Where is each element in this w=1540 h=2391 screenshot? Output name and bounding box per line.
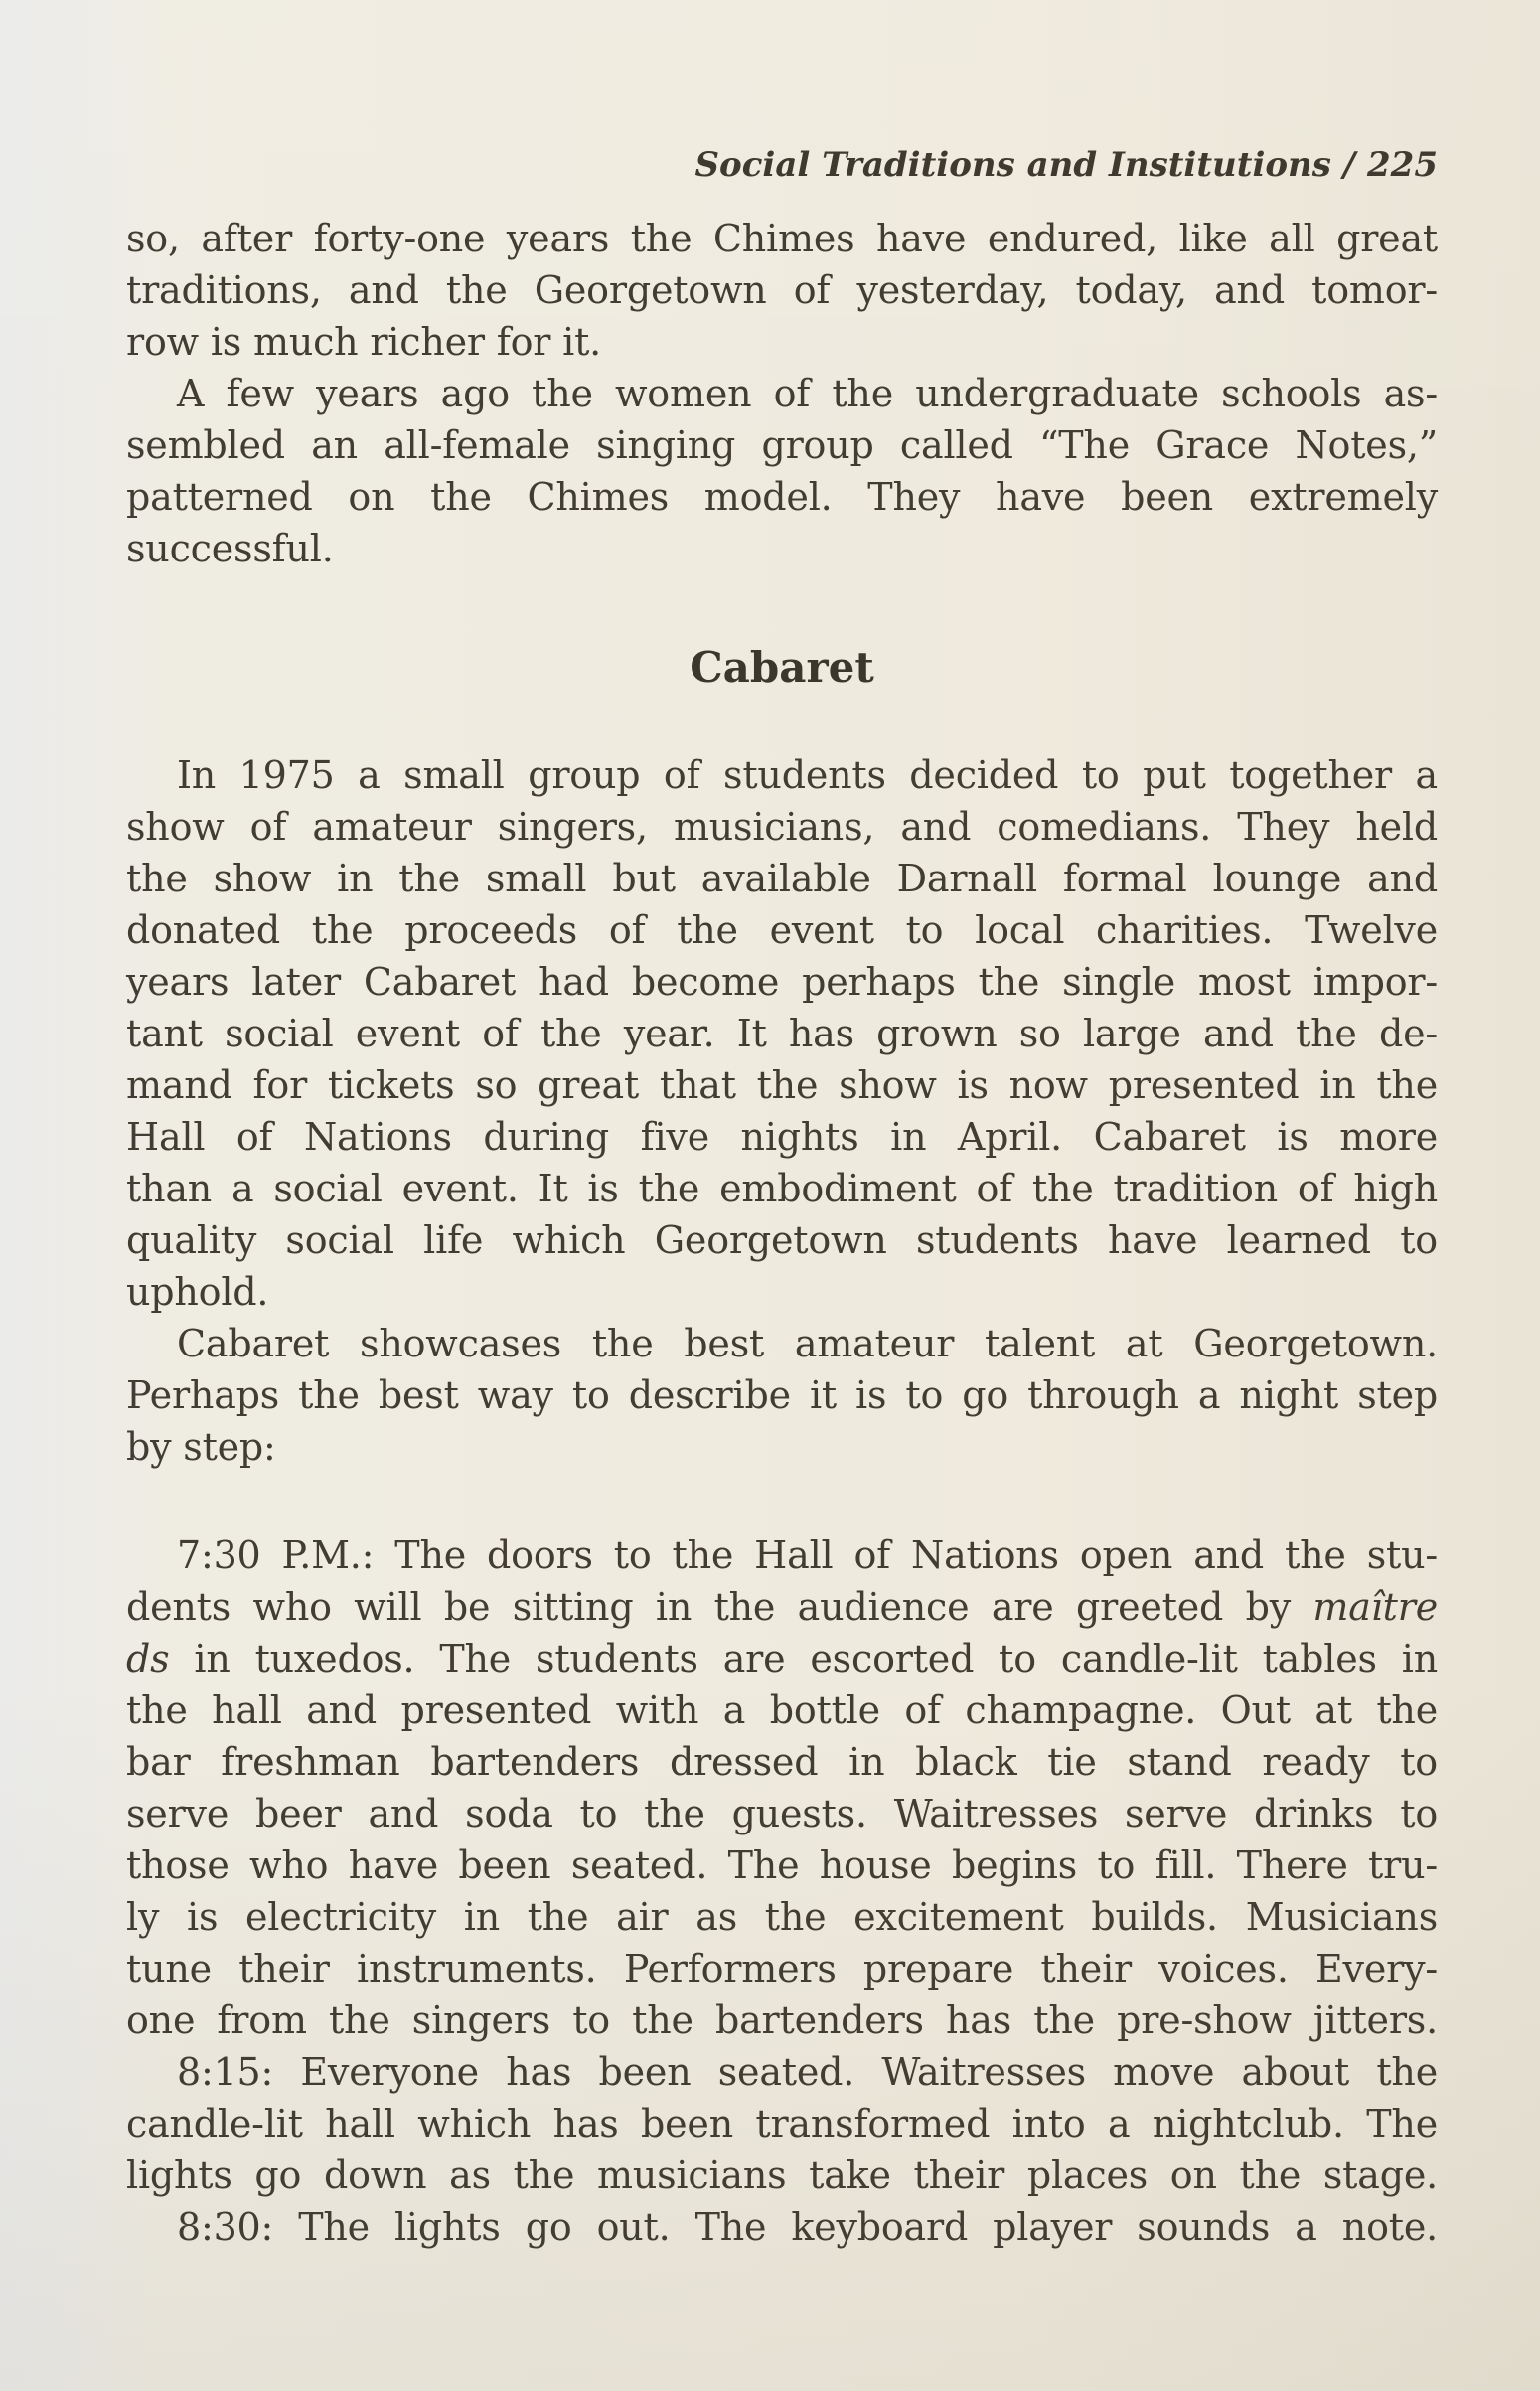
text-line xyxy=(126,1994,1438,2046)
text-line xyxy=(126,316,1438,368)
paragraph xyxy=(126,213,1438,368)
text-line xyxy=(126,264,1438,316)
text-line xyxy=(126,1943,1438,1994)
text-segment: by step: xyxy=(126,1425,276,1469)
paragraph xyxy=(126,2046,1438,2201)
text-segment: candle-lit hall which has been transformed into a nightclub. The xyxy=(126,2102,1438,2146)
text-segment: show of amateur singers, musicians, and comedians. They held xyxy=(126,805,1438,849)
text-segment: mand for tickets so great that the show is now presented in the xyxy=(126,1063,1438,1107)
text-segment: so, after forty-one years the Chimes have endured, like all great xyxy=(126,217,1438,260)
italic-text: maître xyxy=(1312,1585,1438,1629)
text-line xyxy=(126,2046,1438,2098)
text-line xyxy=(126,1421,1438,1473)
text-segment: Perhaps the best way to describe it is to go through a night step xyxy=(126,1373,1438,1417)
text-segment: ly is electricity in the air as the excitement builds. Musicians xyxy=(126,1895,1438,1939)
text-line xyxy=(126,1008,1438,1059)
text-line xyxy=(126,1736,1438,1788)
paragraph xyxy=(126,2201,1438,2253)
text-segment: sembled an all-female singing group called “The Grace Notes,” xyxy=(126,423,1438,467)
page-body xyxy=(126,213,1438,2253)
italic-text: ds xyxy=(126,1637,170,1680)
text-segment: lights go down as the musicians take their places on the stage. xyxy=(126,2153,1438,2197)
text-segment: successful. xyxy=(126,527,334,570)
text-segment: row is much richer for it. xyxy=(126,320,602,364)
text-line xyxy=(126,471,1438,523)
text-segment: patterned on the Chimes model. They have been extremely xyxy=(126,475,1438,519)
text-line xyxy=(126,1891,1438,1943)
text-line xyxy=(126,749,1438,801)
running-header: Social Traditions and Institutions / 225 xyxy=(694,145,1438,185)
text-line xyxy=(126,1684,1438,1736)
text-segment: 8:15: Everyone has been seated. Waitresses move about the xyxy=(177,2050,1438,2094)
text-segment: 8:30: The lights go out. The keyboard player sounds a note. xyxy=(177,2205,1438,2249)
text-line xyxy=(126,419,1438,471)
text-segment: uphold. xyxy=(126,1270,269,1314)
text-line xyxy=(126,1111,1438,1163)
text-segment: in tuxedos. The students are escorted to candle-lit tables in xyxy=(169,1637,1438,1680)
text-segment: donated the proceeds of the event to local charities. Twelve xyxy=(126,908,1438,952)
text-segment: 7:30 P.M.: The doors to the Hall of Nations open and the stu- xyxy=(177,1533,1438,1577)
text-line xyxy=(126,1059,1438,1111)
text-line xyxy=(126,523,1438,574)
text-line xyxy=(126,1788,1438,1839)
text-line xyxy=(126,1839,1438,1891)
text-segment: one from the singers to the bartenders has the pre-show jitters. xyxy=(126,1998,1438,2042)
text-segment: tant social event of the year. It has grown so large and the de- xyxy=(126,1012,1438,1055)
text-line xyxy=(126,853,1438,904)
paragraph xyxy=(126,1318,1438,1473)
text-segment: tune their instruments. Performers prepare their voices. Every- xyxy=(126,1947,1438,1991)
text-line xyxy=(126,1266,1438,1318)
text-segment: years later Cabaret had become perhaps the single most impor- xyxy=(126,960,1438,1004)
paragraph xyxy=(126,1529,1438,2046)
text-line xyxy=(126,1214,1438,1266)
text-segment: than a social event. It is the embodiment of the tradition of high xyxy=(126,1167,1438,1210)
section-heading: Cabaret xyxy=(690,643,874,692)
text-segment: dents who will be sitting in the audience are greeted by xyxy=(126,1585,1313,1629)
text-segment: A few years ago the women of the undergraduate schools as- xyxy=(177,372,1438,415)
text-segment: serve beer and soda to the guests. Waitresses serve drinks to xyxy=(126,1792,1438,1835)
text-line xyxy=(126,801,1438,853)
text-segment: the hall and presented with a bottle of champagne. Out at the xyxy=(126,1688,1438,1732)
text-line xyxy=(126,904,1438,956)
text-line xyxy=(126,1163,1438,1214)
text-line xyxy=(126,1318,1438,1369)
text-line xyxy=(126,1369,1438,1421)
text-segment: Hall of Nations during five nights in April. Cabaret is more xyxy=(126,1115,1438,1159)
text-line xyxy=(126,1529,1438,1581)
text-line xyxy=(126,368,1438,419)
paragraph xyxy=(126,368,1438,574)
text-line xyxy=(126,956,1438,1008)
text-segment: In 1975 a small group of students decided to put together a xyxy=(177,753,1438,797)
text-segment: traditions, and the Georgetown of yesterday, today, and tomor- xyxy=(126,268,1438,312)
text-line xyxy=(126,2098,1438,2150)
text-segment: those who have been seated. The house begins to fill. There tru- xyxy=(126,1843,1438,1887)
text-line xyxy=(126,1633,1438,1684)
text-segment: Cabaret showcases the best amateur talent at Georgetown. xyxy=(177,1322,1438,1365)
text-line xyxy=(126,2150,1438,2201)
text-segment: the show in the small but available Darnall formal lounge and xyxy=(126,857,1438,900)
paragraph xyxy=(126,749,1438,1318)
text-line xyxy=(126,213,1438,264)
text-segment: quality social life which Georgetown students have learned to xyxy=(126,1218,1438,1262)
text-segment: bar freshman bartenders dressed in black tie stand ready to xyxy=(126,1740,1438,1784)
text-line xyxy=(126,2201,1438,2253)
text-line xyxy=(126,1581,1438,1633)
text-column xyxy=(126,145,1438,2253)
